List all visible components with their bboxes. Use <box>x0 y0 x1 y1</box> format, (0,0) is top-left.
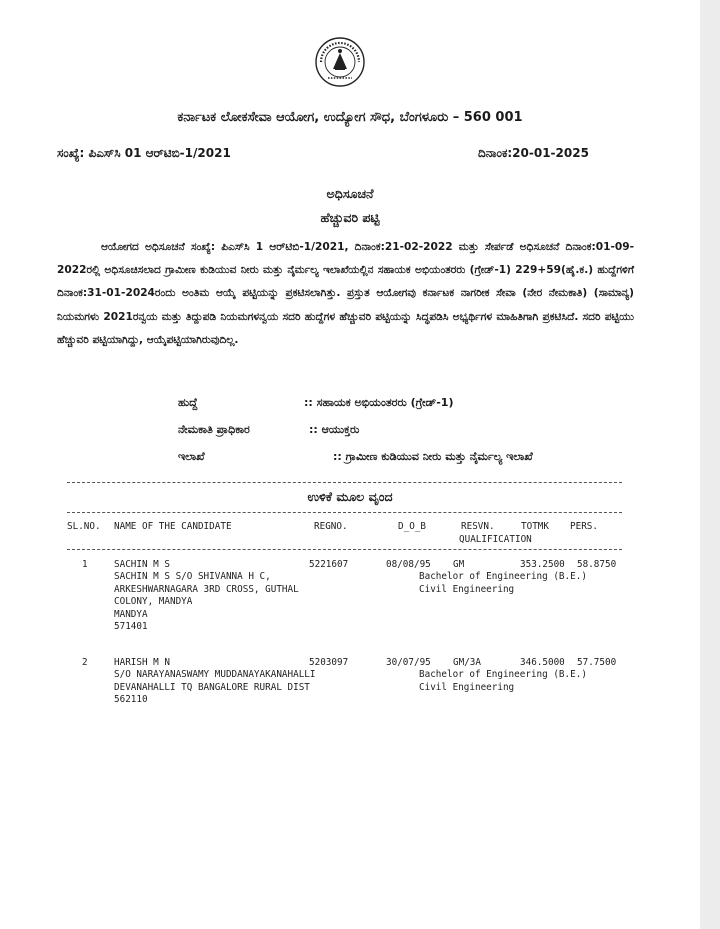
header-name: NAME OF THE CANDIDATE <box>114 521 232 532</box>
candidate-regno: 5203097 <box>309 657 349 668</box>
header-dob: D_O_B <box>398 521 426 532</box>
scan-side-margin <box>700 0 720 929</box>
department-label: ಇಲಾಖೆ <box>178 450 205 463</box>
header-slno: SL.NO. <box>67 521 101 532</box>
divider-line <box>67 512 622 513</box>
row-slno: 1 <box>82 559 88 570</box>
authority-label: ನೇಮಕಾತಿ ಪ್ರಾಧಿಕಾರ <box>178 423 250 436</box>
candidate-address: S/O NARAYANASWAMY MUDDANAYAKANAHALLI DEVANAHALLI TQ BANGALORE RURAL DIST 562110 <box>114 669 316 705</box>
candidate-qualification: Bachelor of Engineering (B.E.) Civil Engineering <box>419 669 587 693</box>
header-regno: REGNO. <box>314 521 348 532</box>
section-title: ಉಳಿಕೆ ಮೂಲ ವೃಂದ <box>307 489 393 504</box>
candidate-qualification: Bachelor of Engineering (B.E.) Civil Engineering <box>419 571 587 595</box>
notice-body-paragraph: ಆಯೋಗದ ಅಧಿಸೂಚನೆ ಸಂಖ್ಯೆ: ಪಿಎಸ್‌ಸಿ 1 ಆರ್‌ಟಿಬಿ-1/2021, ದಿನಾಂಕ:21-02-2022 ಮತ್ತು ಸೇರ್ಪಡೆ ಅಧಿಸೂಚನೆ ದಿನಾಂಕ:01-09-2022ರಲ್ಲಿ ಅಧಿಸೂಚಿಸಲಾದ ಗ್ರಾಮೀಣ ಕುಡಿಯುವ ನೀರು ಮತ್ತು ನೈರ್ಮಲ್ಯ ಇಲಾಖೆಯಲ್ಲಿನ ಸಹಾಯಕ ಅಭಿಯಂತರರು (ಗ್ರೇಡ್-1) 229+59(ಹೈ.ಕ.) ಹುದ್ದೆಗಳಿಗೆ ದಿನಾಂಕ:31-01-2024ರಂದು ಅಂತಿಮ ಆಯ್ಕೆ ಪಟ್ಟಿಯನ್ನು ಪ್ರಕಟಿಸಲಾಗಿತ್ತು. ಪ್ರಸ್ತುತ ಆಯೋಗವು ಕರ್ನಾಟಕ ನಾಗರೀಕ ಸೇವಾ (ನೇರ ನೇಮಕಾತಿ) (ಸಾಮಾನ್ಯ) ನಿಯಮಗಳು 2021ರನ್ವಯ ಮತ್ತು ತಿದ್ದುಪಡಿ ನಿಯಮಗಳನ್ವಯ ಸದರಿ ಹುದ್ದೆಗಳ ಹೆಚ್ಚುವರಿ ಪಟ್ಟಿಯನ್ನು ಸಿದ್ಧಪಡಿಸಿ ಅಭ್ಯರ್ಥಿಗಳ ಮಾಹಿತಿಗಾಗಿ ಪ್ರಕಟಿಸಿದೆ. ಸದರಿ ಪಟ್ಟಿಯು ಹೆಚ್ಚುವರಿ ಪಟ್ಟಿಯಾಗಿದ್ದು, ಆಯ್ಕೆಪಟ್ಟಿಯಾಗಿರುವುದಿಲ್ಲ. <box>57 241 634 346</box>
notice-date: ದಿನಾಂಕ:20-01-2025 <box>478 146 589 160</box>
candidate-percentage: 58.8750 <box>577 559 617 570</box>
candidate-reservation: GM/3A <box>453 657 481 668</box>
candidate-total-marks: 353.2500 <box>520 559 565 570</box>
additional-list-subtitle: ಹೆಚ್ಚುವರಿ ಪಟ್ಟಿ <box>320 210 380 225</box>
candidate-dob: 08/08/95 <box>386 559 431 570</box>
candidate-name: SACHIN M S <box>114 559 170 570</box>
candidate-address: SACHIN M S S/O SHIVANNA H C, ARKESHWARNAGARA 3RD CROSS, GUTHAL COLONY, MANDYA MANDYA 571401 <box>114 571 299 632</box>
header-pers: PERS. <box>570 521 598 532</box>
divider-line <box>67 549 622 550</box>
header-resvn: RESVN. <box>461 521 495 532</box>
header-totmk: TOTMK <box>521 521 549 532</box>
authority-value: :: ಆಯುಕ್ತರು <box>309 423 360 436</box>
candidate-total-marks: 346.5000 <box>520 657 565 668</box>
candidate-dob: 30/07/95 <box>386 657 431 668</box>
header-qualification: QUALIFICATION <box>459 534 532 545</box>
notification-title: ಅಧಿಸೂಚನೆ <box>326 186 374 201</box>
candidate-regno: 5221607 <box>309 559 349 570</box>
candidate-percentage: 57.7500 <box>577 657 617 668</box>
organisation-address-heading: ಕರ್ನಾಟಕ ಲೋಕಸೇವಾ ಆಯೋಗ, ಉದ್ಯೋಗ ಸೌಧ, ಬೆಂಗಳೂರು – 560 001 <box>177 110 523 125</box>
candidate-name: HARISH M N <box>114 657 170 668</box>
candidate-reservation: GM <box>453 559 465 570</box>
department-value: :: ಗ್ರಾಮೀಣ ಕುಡಿಯುವ ನೀರು ಮತ್ತು ನೈರ್ಮಲ್ಯ ಇಲಾಖೆ <box>333 450 533 463</box>
kpsc-emblem-seal <box>314 36 366 88</box>
row-slno: 2 <box>82 657 88 668</box>
post-label: ಹುದ್ದೆ <box>178 396 198 409</box>
post-value: :: ಸಹಾಯಕ ಅಭಿಯಂತರರು (ಗ್ರೇಡ್-1) <box>304 396 454 409</box>
reference-number: ಸಂಖ್ಯೆ: ಪಿಎಸ್‌ಸಿ 01 ಆರ್‌ಟಿಬಿ-1/2021 <box>57 146 231 160</box>
divider-line <box>67 482 622 483</box>
